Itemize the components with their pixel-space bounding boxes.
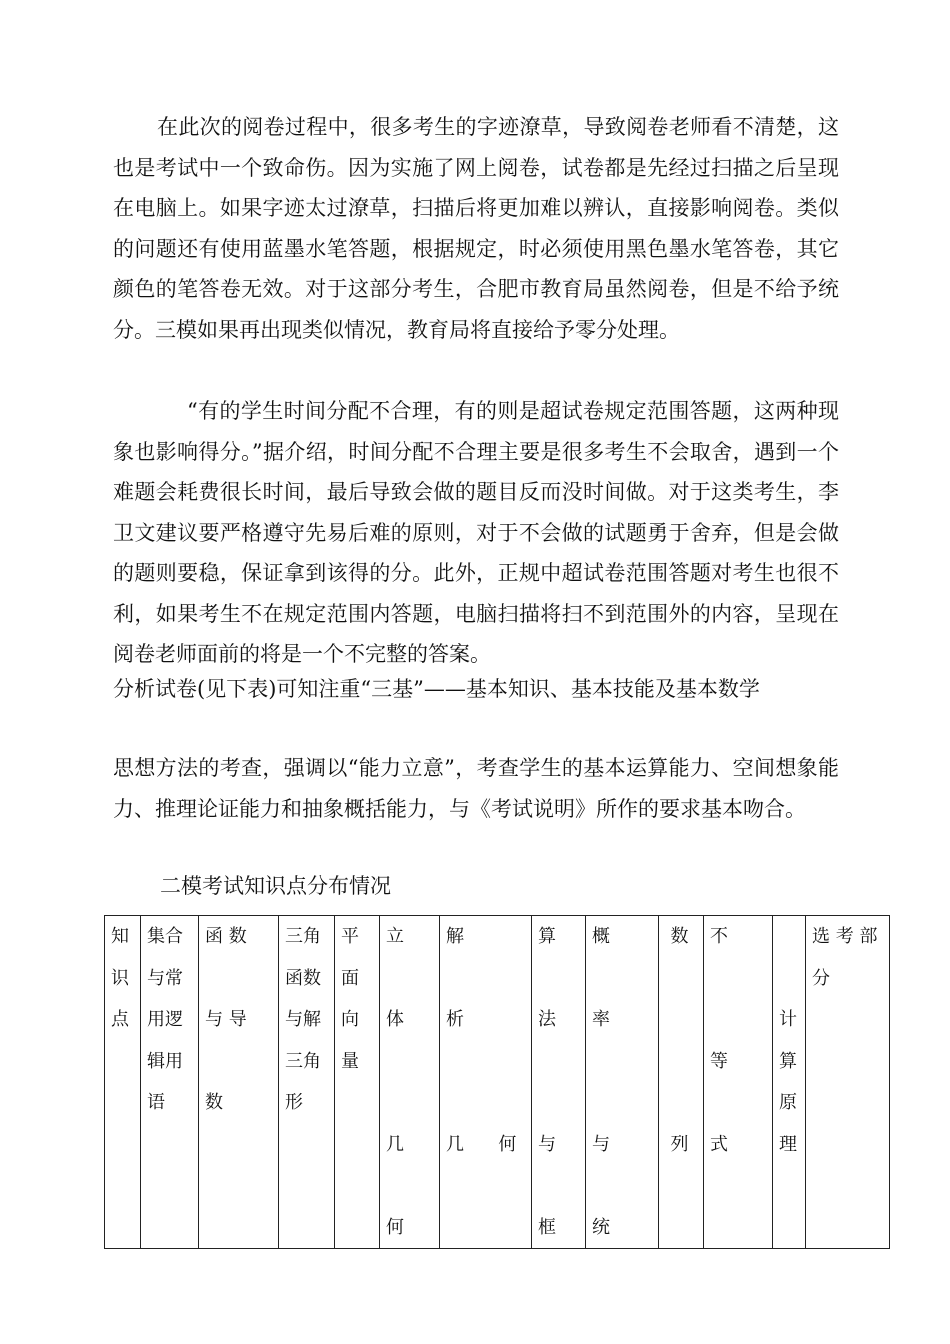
table-cell: 概 率 与 统 <box>586 916 659 1249</box>
table-cell: 不 等 式 <box>704 916 773 1249</box>
table-cell: 三角 函数 与解 三角 形 <box>279 916 335 1249</box>
table-caption: 二模考试知识点分布情况 <box>160 874 391 898</box>
paragraph-analysis-detail: 思想方法的考查，强调以“能力立意”，考查学生的基本运算能力、空间想象能力、推理论证能力和抽象概括能力，与《考试说明》所作的要求基本吻合。 <box>113 756 839 821</box>
paragraph-time-allocation: “有的学生时间分配不合理，有的则是超试卷规定范围答题，这两种现象也影响得分。”据介绍，时间分配不合理主要是很多考生不会取舍，遇到一个难题会耗费很长时间，最后导致会做的题目反而没时间做。对于这类考生，李卫文建议要严格遵守先易后难的原则，对于不会做的试题勇于舍弃，但是会做的题则要稳，保证拿到该得的分。此外，正规中超试卷范围答题对考生也很不利，如果考生不在规定范围内答题，电脑扫描将扫不到范围外的内容，呈现在阅卷老师面前的将是一个不完整的答案。 <box>113 399 839 666</box>
paragraph-handwriting: 在此次的阅卷过程中，很多考生的字迹潦草，导致阅卷老师看不清楚，这也是考试中一个致命伤。因为实施了网上阅卷，试卷都是先经过扫描之后呈现在电脑上。如果字迹太过潦草，扫描后将更加难以辨认，直接影响阅卷。类似的问题还有使用蓝墨水笔答题，根据规定，时必须使用黑色墨水笔答卷，其它颜色的笔答卷无效。对于这部分考生，合肥市教育局虽然阅卷，但是不给予统分。三模如果再出现类似情况，教育局将直接给予零分处理。 <box>113 115 839 342</box>
table-cell: 选 考 部 分 <box>806 916 890 1249</box>
knowledge-point-table <box>104 915 890 1249</box>
table-cell: 计 算 原 理 <box>773 916 806 1249</box>
table-cell: 算 法 与 框 <box>532 916 586 1249</box>
table-cell: 解 析 几 何 <box>440 916 532 1249</box>
table-cell: 函 数 与 导 数 <box>199 916 279 1249</box>
table-cell: 集合 与常 用逻 辑用 语 <box>141 916 199 1249</box>
table-cell: 数 列 <box>659 916 704 1249</box>
paragraph-analysis-intro: 分析试卷(见下表)可知注重“三基”——基本知识、基本技能及基本数学 <box>113 677 760 701</box>
table-cell: 立 体 几 何 <box>380 916 440 1249</box>
table-cell: 知 识 点 <box>105 916 141 1249</box>
table-cell: 平 面 向 量 <box>335 916 380 1249</box>
table-header-row <box>105 916 890 1249</box>
